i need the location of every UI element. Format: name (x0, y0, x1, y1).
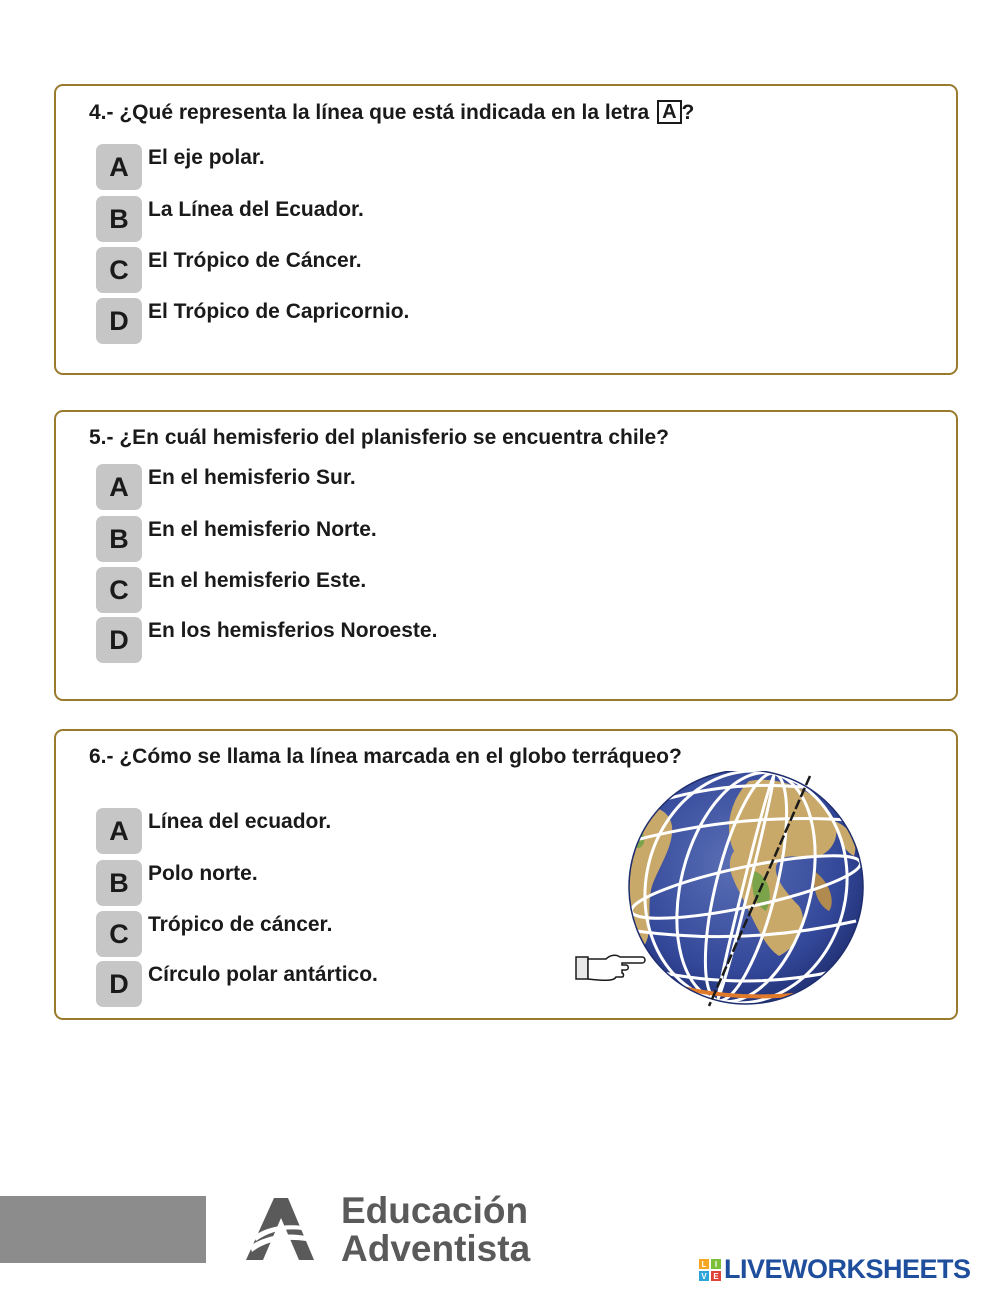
q6-option-a-label[interactable]: Línea del ecuador. (148, 810, 332, 833)
q4-option-c-badge[interactable]: C (96, 247, 142, 293)
q5-option-b-badge[interactable]: B (96, 516, 142, 562)
liveworksheets-icon (699, 1259, 721, 1281)
q5-option-d-label[interactable]: En los hemisferios Noroeste. (148, 619, 438, 642)
q4-option-a-label[interactable]: El eje polar. (148, 146, 265, 169)
q5-option-a-badge[interactable]: A (96, 464, 142, 510)
q5-option-a-label[interactable]: En el hemisferio Sur. (148, 466, 356, 489)
liveworksheets-text: LIVEWORKSHEETS (724, 1254, 971, 1284)
question-4-card (54, 84, 958, 375)
brand-line-1: Educación (341, 1190, 529, 1231)
question-6-card (54, 729, 958, 1020)
lw-icon-letter-i: I (714, 1259, 718, 1269)
educacion-adventista-logo-icon (244, 1196, 316, 1262)
question-5-card (54, 410, 958, 701)
brand-line-2: Adventista (341, 1228, 531, 1269)
q5-option-c-label[interactable]: En el hemisferio Este. (148, 569, 367, 592)
q4-option-b-badge[interactable]: B (96, 196, 142, 242)
q4-option-a-badge[interactable]: A (96, 144, 142, 190)
globe-illustration (574, 771, 904, 1011)
question-5-text: 5.- ¿En cuál hemisferio del planisferio se encuentra chile? (89, 426, 670, 449)
brand-name (341, 1192, 530, 1268)
q5-option-c-badge[interactable]: C (96, 567, 142, 613)
q4-option-d-badge[interactable]: D (96, 298, 142, 344)
q4-option-c-label[interactable]: El Trópico de Cáncer. (148, 249, 362, 272)
question-4-prompt: ¿Qué representa la línea que está indicada en la letra (119, 101, 650, 124)
footer-gray-bar (0, 1196, 206, 1263)
lw-icon-letter-e: E (713, 1271, 719, 1281)
question-4-text (89, 100, 694, 125)
q6-option-c-badge[interactable]: C (96, 911, 142, 957)
q6-option-b-badge[interactable]: B (96, 860, 142, 906)
q6-option-d-badge[interactable]: D (96, 961, 142, 1007)
boxed-letter-a: A (657, 100, 681, 124)
q5-option-b-label[interactable]: En el hemisferio Norte. (148, 518, 377, 541)
q6-option-a-badge[interactable]: A (96, 808, 142, 854)
question-4-mark: ? (681, 101, 695, 124)
pointing-hand-icon (576, 955, 645, 980)
question-6-text: 6.- ¿Cómo se llama la línea marcada en el globo terráqueo? (89, 745, 682, 768)
q5-option-d-badge[interactable]: D (96, 617, 142, 663)
question-4-number: 4.- (89, 101, 114, 124)
lw-icon-letter-l: L (701, 1259, 707, 1269)
q6-option-d-label[interactable]: Círculo polar antártico. (148, 963, 378, 986)
q6-option-c-label[interactable]: Trópico de cáncer. (148, 913, 333, 936)
q4-option-d-label[interactable]: El Trópico de Capricornio. (148, 300, 410, 323)
lw-icon-letter-v: V (701, 1271, 707, 1281)
liveworksheets-logo (699, 1254, 971, 1285)
q6-option-b-label[interactable]: Polo norte. (148, 862, 258, 885)
q4-option-b-label[interactable]: La Línea del Ecuador. (148, 198, 364, 221)
